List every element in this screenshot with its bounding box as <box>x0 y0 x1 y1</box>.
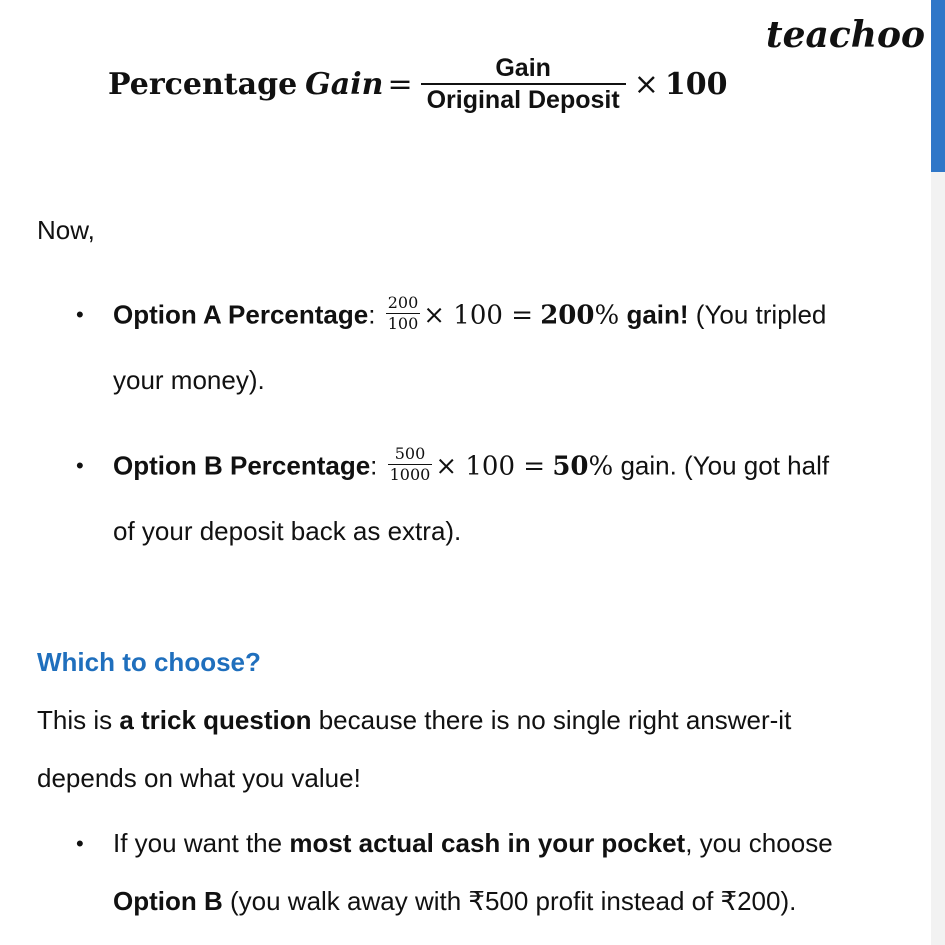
bullet-marker: • <box>76 453 84 478</box>
which-heading: Which to choose? <box>37 647 261 677</box>
formula-numerator: Gain <box>495 54 551 82</box>
bullet3-bold: most actual cash in your pocket <box>289 828 686 858</box>
bullet3-line1 <box>113 825 833 861</box>
scroll-thumb[interactable] <box>931 0 945 172</box>
option-b-tail: gain. (You got half <box>613 450 830 481</box>
option-b-num: 500 <box>394 444 426 463</box>
option-a-pct: % <box>594 300 620 331</box>
option-b-result: 50 <box>552 451 589 482</box>
option-a-gain: gain! <box>619 299 689 330</box>
option-b-den: 1000 <box>389 465 431 484</box>
bullet-marker: • <box>76 302 84 327</box>
formula-fraction <box>421 53 626 115</box>
bullet3-line2 <box>113 883 796 919</box>
formula-times: × <box>633 66 659 102</box>
formula-lhs-var: Gain <box>305 66 384 102</box>
trick-line2: depends on what you value! <box>37 763 361 793</box>
bullet3-post: , you choose <box>685 828 833 858</box>
option-a-num: 200 <box>387 293 419 312</box>
option-b-label: Option B Percentage <box>113 450 371 481</box>
trick-pre: This is <box>37 705 120 735</box>
option-b-line2: of your deposit back as extra). <box>113 516 462 546</box>
option-a-label: Option A Percentage <box>113 299 369 330</box>
formula-lhs-word: Percentage <box>108 66 298 102</box>
trick-bold: a trick question <box>119 705 312 735</box>
option-b-fraction <box>388 444 433 485</box>
option-a-fraction <box>386 293 421 334</box>
option-a-tail: (You tripled <box>688 299 827 330</box>
trick-line1 <box>37 702 791 738</box>
option-a-line1 <box>113 293 827 337</box>
bullet3-option-b: Option B <box>113 886 223 916</box>
formula-denominator: Original Deposit <box>421 83 626 115</box>
option-b-pct: % <box>588 451 614 482</box>
trick-post: because there is no single right answer-it <box>311 705 792 735</box>
option-a-line2: your money). <box>113 365 265 395</box>
option-a-colon: : <box>368 299 376 330</box>
option-a-result: 200 <box>540 300 595 331</box>
formula-equals: = <box>387 66 413 102</box>
bullet3-line2-text: (you walk away with ₹500 profit instead of ₹200). <box>222 886 797 916</box>
bullet3-pre: If you want the <box>113 828 290 858</box>
bullet-marker: • <box>76 831 84 856</box>
option-b-line1 <box>113 444 830 488</box>
percentage-gain-formula <box>108 52 727 116</box>
formula-factor: 100 <box>664 66 728 102</box>
now-label: Now, <box>37 215 95 245</box>
option-a-expr: × 100 = <box>423 300 533 331</box>
teachoo-logo: teachoo <box>766 14 925 56</box>
option-a-den: 100 <box>387 314 419 333</box>
option-b-expr: × 100 = <box>435 451 546 482</box>
option-b-colon: : <box>370 450 378 481</box>
